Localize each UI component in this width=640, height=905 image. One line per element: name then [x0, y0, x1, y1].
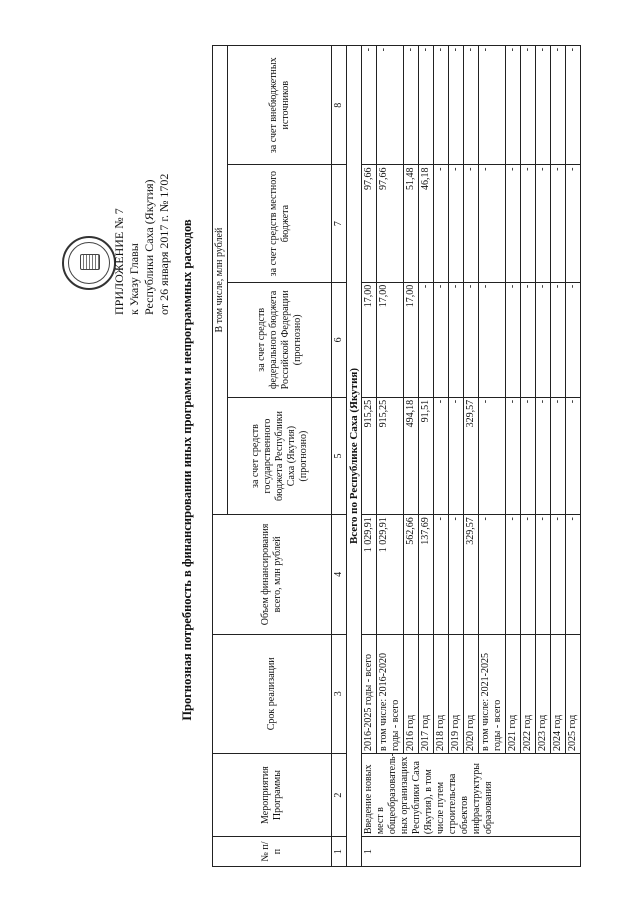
- official-seal-icon: [62, 236, 116, 290]
- federal-cell: -: [536, 282, 551, 397]
- period-cell: 2022 год: [521, 634, 536, 753]
- header-federal: за счет средств федерального бюджета Российской Федерации (прогнозно): [228, 282, 332, 397]
- total-cell: 562,66: [404, 515, 419, 634]
- financing-table: [212, 45, 581, 867]
- total-cell: -: [551, 515, 566, 634]
- federal-cell: 17,00: [404, 282, 419, 397]
- document-title: Прогнозная потребность в финансировании иных программ и непрограммных расходов: [180, 219, 194, 721]
- local-cell: -: [551, 165, 566, 282]
- total-cell: -: [449, 515, 464, 634]
- republic-cell: -: [449, 397, 464, 514]
- total-cell: -: [434, 515, 449, 634]
- republic-cell: -: [506, 397, 521, 514]
- republic-cell: 494,18: [404, 397, 419, 514]
- total-cell: 1 029,91: [362, 515, 377, 634]
- header-group: В том числе, млн рублей: [213, 46, 228, 515]
- table-row: [377, 46, 404, 867]
- extra-cell: -: [362, 46, 377, 165]
- republic-cell: -: [551, 397, 566, 514]
- federal-cell: -: [464, 282, 479, 397]
- extra-cell: -: [566, 46, 581, 165]
- total-cell: -: [521, 515, 536, 634]
- local-cell: 97,66: [377, 165, 404, 282]
- local-cell: -: [536, 165, 551, 282]
- table-row: [464, 46, 479, 867]
- period-cell: в том числе: 2016-2020 годы - всего: [377, 634, 404, 753]
- extra-cell: -: [449, 46, 464, 165]
- annex-line-date: от 26 января 2017 г. № 1702: [157, 173, 171, 315]
- table-row: [434, 46, 449, 867]
- table-row: [566, 46, 581, 867]
- extra-cell: -: [551, 46, 566, 165]
- total-cell: -: [536, 515, 551, 634]
- header-num: № п/п: [213, 837, 332, 867]
- total-cell: -: [479, 515, 506, 634]
- annex-block: [112, 115, 172, 315]
- table-row: [362, 46, 377, 867]
- annex-line-republic: Республики Саха (Якутия): [142, 179, 156, 315]
- total-cell: -: [506, 515, 521, 634]
- annex-line-decree: к Указу Главы: [127, 243, 141, 315]
- row-number: 1: [362, 837, 581, 867]
- republic-cell: -: [479, 397, 506, 514]
- period-cell: 2024 год: [551, 634, 566, 753]
- extra-cell: -: [464, 46, 479, 165]
- extra-cell: -: [521, 46, 536, 165]
- local-cell: -: [506, 165, 521, 282]
- period-cell: 2025 год: [566, 634, 581, 753]
- measure-description: Введение новых мест в общеобразователь-ных организациях Республики Саха (Якутия), в том числе путем строительства объектов инфраструктуры образования: [362, 754, 581, 837]
- col-number: 1: [332, 837, 347, 867]
- local-cell: -: [464, 165, 479, 282]
- republic-cell: 915,25: [362, 397, 377, 514]
- republic-cell: -: [566, 397, 581, 514]
- period-cell: 2017 год: [419, 634, 434, 753]
- local-cell: -: [479, 165, 506, 282]
- extra-cell: -: [506, 46, 521, 165]
- col-number: 2: [332, 754, 347, 837]
- federal-cell: 17,00: [362, 282, 377, 397]
- header-period: Срок реализации: [213, 634, 332, 753]
- federal-cell: -: [521, 282, 536, 397]
- col-number: 7: [332, 165, 347, 282]
- col-number: 6: [332, 282, 347, 397]
- republic-cell: 91,51: [419, 397, 434, 514]
- local-cell: 97,66: [362, 165, 377, 282]
- extra-cell: -: [377, 46, 404, 165]
- period-cell: 2016-2025 годы - всего: [362, 634, 377, 753]
- extra-cell: -: [434, 46, 449, 165]
- table-row: [479, 46, 506, 867]
- federal-cell: -: [479, 282, 506, 397]
- total-cell: -: [566, 515, 581, 634]
- col-number: 4: [332, 515, 347, 634]
- col-number: 5: [332, 397, 347, 514]
- table-row: [536, 46, 551, 867]
- table-row: [551, 46, 566, 867]
- table-row: [521, 46, 536, 867]
- local-cell: 51,48: [404, 165, 419, 282]
- table-row: [449, 46, 464, 867]
- header-measures: Мероприятия Программы: [213, 754, 332, 837]
- federal-cell: -: [449, 282, 464, 397]
- period-cell: 2019 год: [449, 634, 464, 753]
- table-row: [419, 46, 434, 867]
- republic-cell: -: [434, 397, 449, 514]
- local-cell: -: [449, 165, 464, 282]
- local-cell: -: [434, 165, 449, 282]
- table-row: [404, 46, 419, 867]
- republic-cell: -: [521, 397, 536, 514]
- period-cell: 2018 год: [434, 634, 449, 753]
- period-cell: 2020 год: [464, 634, 479, 753]
- header-extra: за счет внебюджетных источников: [228, 46, 332, 165]
- header-total: Объем финансирования всего, млн рублей: [213, 515, 332, 634]
- table-row: [506, 46, 521, 867]
- period-cell: 2023 год: [536, 634, 551, 753]
- extra-cell: -: [536, 46, 551, 165]
- section-heading: Всего по Республике Саха (Якутия): [347, 46, 362, 867]
- local-cell: -: [521, 165, 536, 282]
- total-cell: 1 029,91: [377, 515, 404, 634]
- col-number: 8: [332, 46, 347, 165]
- period-cell: 2021 год: [506, 634, 521, 753]
- extra-cell: -: [404, 46, 419, 165]
- local-cell: 46,18: [419, 165, 434, 282]
- republic-cell: 329,57: [464, 397, 479, 514]
- total-cell: 137,69: [419, 515, 434, 634]
- header-republic: за счет средств государственного бюджета Республики Саха (Якутия) (прогнозно): [228, 397, 332, 514]
- col-number: 3: [332, 634, 347, 753]
- local-cell: -: [566, 165, 581, 282]
- period-cell: в том числе: 2021-2025 годы - всего: [479, 634, 506, 753]
- federal-cell: -: [419, 282, 434, 397]
- republic-cell: -: [536, 397, 551, 514]
- total-cell: 329,57: [464, 515, 479, 634]
- republic-cell: 915,25: [377, 397, 404, 514]
- annex-title: ПРИЛОЖЕНИЕ № 7: [112, 208, 126, 315]
- header-local: за счет средств местного бюджета: [228, 165, 332, 282]
- extra-cell: -: [419, 46, 434, 165]
- period-cell: 2016 год: [404, 634, 419, 753]
- federal-cell: -: [434, 282, 449, 397]
- extra-cell: -: [479, 46, 506, 165]
- federal-cell: 17,00: [377, 282, 404, 397]
- federal-cell: -: [506, 282, 521, 397]
- federal-cell: -: [551, 282, 566, 397]
- federal-cell: -: [566, 282, 581, 397]
